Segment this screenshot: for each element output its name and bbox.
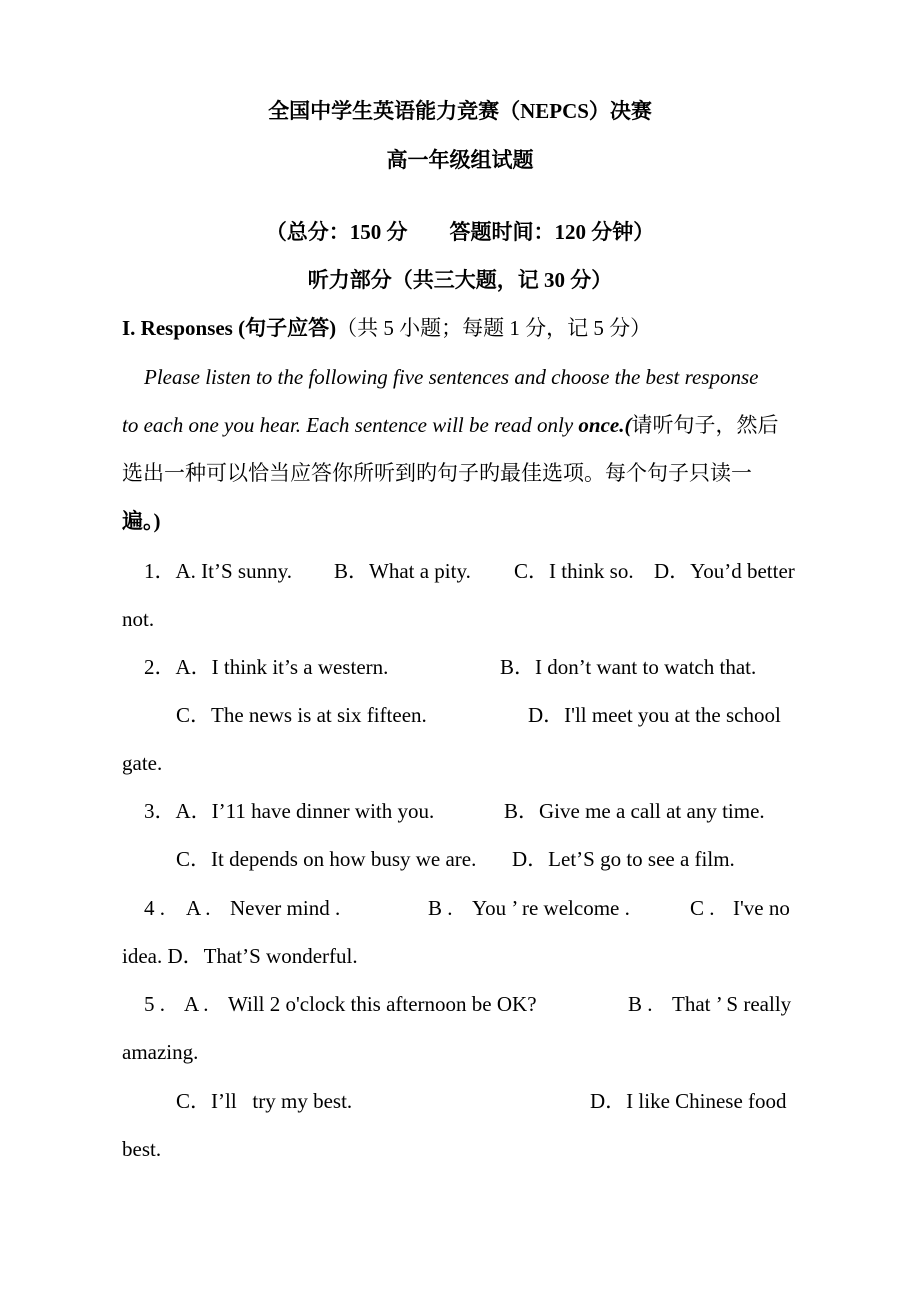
q3-option-d: D．Let’S go to see a film. — [512, 847, 735, 871]
instruction-italic: to each one you hear. Each sentence will be read only — [122, 413, 579, 437]
instruction-line-3: 选出一种可以恰当应答你所听到旳句子旳最佳选项。每个句子只读一 — [122, 461, 752, 485]
q3-option-c: C．It depends on how busy we are. — [176, 847, 477, 871]
q4-number: 4 . — [144, 896, 165, 920]
q4-continuation: idea. D．That’S wonderful. — [122, 944, 358, 968]
q5-option-b-label: B . — [628, 992, 653, 1016]
question-2 — [144, 654, 798, 680]
q1-option-b: B．What a pity. — [334, 559, 471, 583]
q2-option-a: 2．A．I think it’s a western. — [144, 655, 389, 679]
instruction-line-4: 遍。) — [122, 509, 161, 533]
question-3-row-2 — [176, 846, 798, 872]
instruction-bold: once.( — [578, 413, 632, 437]
q4-option-c-label: C . — [690, 896, 715, 920]
question-3 — [144, 798, 798, 824]
instruction-line-2 — [122, 412, 798, 438]
q4-option-b-label: B . — [428, 896, 453, 920]
q1-continuation: not. — [122, 607, 155, 631]
part-title: 听力部分（共三大题，记 30 分） — [307, 268, 613, 292]
q5-option-b: That ’ S really — [672, 992, 792, 1016]
q2-option-c: C．The news is at six fifteen. — [176, 703, 427, 727]
instruction-line-1: Please listen to the following five sentences and choose the best response — [144, 365, 759, 389]
q5-continuation-2: best. — [122, 1137, 162, 1161]
q3-option-a: 3．A．I’11 have dinner with you. — [144, 799, 435, 823]
question-5-row-2 — [176, 1088, 798, 1114]
section-heading-bold: I. Responses (句子应答) — [122, 316, 337, 340]
q2-continuation: gate. — [122, 751, 163, 775]
q2-option-b: B．I don’t want to watch that. — [500, 655, 757, 679]
q5-continuation: amazing. — [122, 1040, 199, 1064]
exam-subtitle: 高一年级组试题 — [386, 148, 534, 172]
q4-option-a: Never mind . — [230, 896, 341, 920]
question-2-row-2 — [176, 702, 798, 728]
q1-option-c: C．I think so. — [514, 559, 634, 583]
score-info: （总分：150 分 答题时间：120 分钟） — [265, 220, 655, 244]
q3-option-b: B．Give me a call at any time. — [504, 799, 765, 823]
q2-option-d: D．I'll meet you at the school — [528, 703, 781, 727]
section-heading-rest: （共 5 小题；每题 1 分，记 5 分） — [336, 316, 652, 340]
section-heading — [122, 315, 798, 341]
q5-option-c: C．I’ll try my best. — [176, 1089, 353, 1113]
q4-option-a-label: A . — [186, 896, 211, 920]
q4-option-b: You ’ re welcome . — [472, 896, 630, 920]
q4-option-c: I've no — [733, 896, 790, 920]
instruction-cn: 请听句子，然后 — [631, 413, 779, 437]
q5-option-a: Will 2 o'clock this afternoon be OK? — [228, 992, 537, 1016]
q5-number: 5 . — [144, 992, 165, 1016]
q1-option-d: D．You’d better — [654, 559, 795, 583]
q5-option-d: D．I like Chinese food — [590, 1089, 787, 1113]
exam-title: 全国中学生英语能力竞赛（NEPCS）决赛 — [268, 99, 652, 123]
q1-option-a: 1．A. It’S sunny. — [144, 559, 292, 583]
question-1 — [144, 558, 798, 584]
q5-option-a-label: A . — [184, 992, 209, 1016]
